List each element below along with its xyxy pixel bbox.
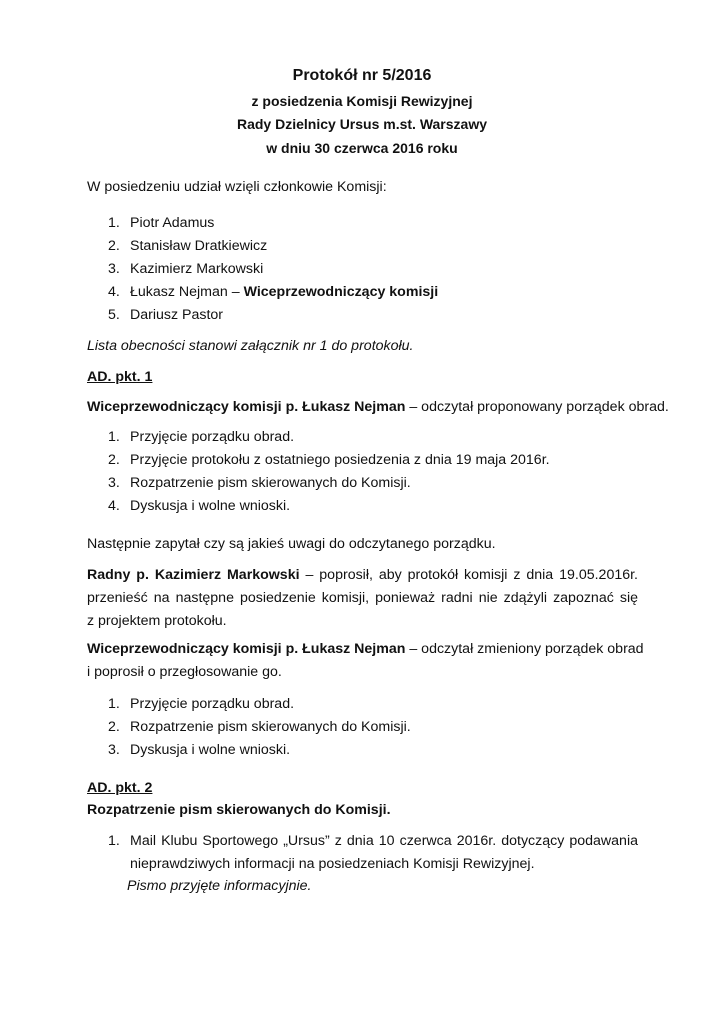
agenda-item: Rozpatrzenie pism skierowanych do Komisji.: [130, 475, 411, 491]
member-name: Łukasz Nejman –: [130, 284, 244, 300]
list-item-number: 1.: [108, 696, 120, 712]
member-entry: [130, 283, 438, 301]
letter-description-line: Mail Klubu Sportowego „Ursus” z dnia 10 czerwca 2016r. dotyczący podawania: [130, 833, 638, 849]
speaker-statement: – poprosił, aby protokół komisji z dnia 19.05.2016r.: [299, 567, 639, 583]
document-subtitle-committee: z posiedzenia Komisji Rewizyjnej: [251, 93, 473, 109]
list-item-number: 4.: [108, 498, 120, 514]
agenda-item: Dyskusja i wolne wnioski.: [130, 742, 291, 758]
letter-description-line: nieprawdziwych informacji na posiedzeniach Komisji Rewizyjnej.: [130, 856, 535, 872]
document-subtitle-date: w dniu 30 czerwca 2016 roku: [266, 140, 458, 156]
list-item-number: 2.: [108, 452, 120, 468]
section-subheading-2: Rozpatrzenie pism skierowanych do Komisji.: [87, 802, 391, 818]
member-name: Piotr Adamus: [130, 215, 215, 231]
list-item-number: 3.: [108, 742, 120, 758]
question-text: Następnie zapytał czy są jakieś uwagi do odczytanego porządku.: [87, 536, 496, 552]
list-item-number: 2.: [108, 238, 120, 254]
agenda-item: Przyjęcie protokołu z ostatniego posiedzenia z dnia 19 maja 2016r.: [130, 452, 550, 468]
list-item-number: 3.: [108, 475, 120, 491]
list-item-number: 4.: [108, 284, 120, 300]
speaker-name: Wiceprzewodniczący komisji p. Łukasz Nejman: [87, 641, 406, 657]
section-heading-2: AD. pkt. 2: [87, 780, 153, 796]
member-name: Dariusz Pastor: [130, 307, 224, 323]
member-name: Kazimierz Markowski: [130, 261, 264, 277]
speaker-statement: – odczytał zmieniony porządek obrad: [405, 641, 644, 657]
speaker-name: Radny p. Kazimierz Markowski: [87, 567, 300, 583]
agenda-item: Przyjęcie porządku obrad.: [130, 696, 295, 712]
intro-text: W posiedzeniu udział wzięli członkowie Komisji:: [87, 179, 387, 195]
agenda-item: Rozpatrzenie pism skierowanych do Komisji.: [130, 719, 411, 735]
list-item-number: 5.: [108, 307, 120, 323]
list-item-number: 1.: [108, 429, 120, 445]
paragraph-line: [87, 566, 638, 584]
attendance-note: Lista obecności stanowi załącznik nr 1 do protokołu.: [87, 338, 414, 354]
list-item-number: 3.: [108, 261, 120, 277]
paragraph-line: [87, 640, 644, 658]
paragraph-line: z projektem protokołu.: [87, 613, 227, 629]
list-item-number: 1.: [108, 215, 120, 231]
member-role: Wiceprzewodniczący komisji: [243, 284, 439, 300]
paragraph-line: przenieść na następne posiedzenie komisji, ponieważ radni nie zdążyli zapoznać się: [87, 590, 638, 606]
document-subtitle-council: Rady Dzielnicy Ursus m.st. Warszawy: [236, 116, 488, 132]
speaker-name: Wiceprzewodniczący komisji p. Łukasz Nejman: [87, 399, 406, 415]
member-name: Stanisław Dratkiewicz: [130, 238, 268, 254]
section-heading-1: AD. pkt. 1: [87, 369, 153, 385]
paragraph-line: i poprosił o przegłosowanie go.: [87, 664, 282, 680]
agenda-item: Dyskusja i wolne wnioski.: [130, 498, 291, 514]
speaker-statement: – odczytał proponowany porządek obrad.: [405, 399, 669, 415]
agenda-item: Przyjęcie porządku obrad.: [130, 429, 295, 445]
speaker-paragraph-1: [87, 398, 669, 416]
list-item-number: 2.: [108, 719, 120, 735]
letter-decision-note: Pismo przyjęte informacyjnie.: [127, 878, 312, 894]
list-item-number: 1.: [108, 833, 120, 849]
document-title: Protokół nr 5/2016: [292, 67, 432, 84]
